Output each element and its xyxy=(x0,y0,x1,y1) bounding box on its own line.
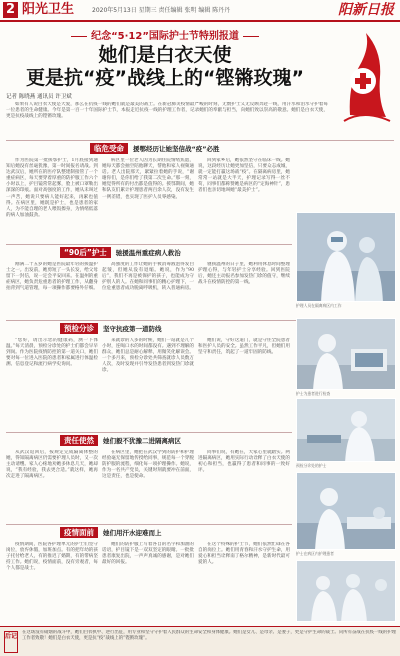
nurse-emblem-icon xyxy=(330,25,398,125)
byline: 记者 陈晓燕 通讯员 许卫斌 xyxy=(6,94,72,100)
section-2-column-1: 刚满二十五岁的她是医院最年轻的援温护士之一。出发前，她剪短了一头长发，给父母留下一封信，说一定会平安回来。在温州的重症病区，她负责危重患者的护理工作，从翻身拍背到气道管理，每一项操作都要格外仔细。 xyxy=(6,262,98,292)
section-2-column-3: 驰援温州的日子里，她利用休息时间整理护理心得，与年轻护士分享经验。回到医院后，她还主动报名参加发热门诊的值守，继续战斗在疫情防控的第一线。 xyxy=(198,262,290,286)
section-3-column-2: 来就诊的人多的时候，她们一站就是几个小时，连喝口水的时间都没有。遇到不理解的群众，她们总是耐心解释，用微笑化解误会。一个多月来，预检分诊处共筛查就诊人员数万人次，及时发现并引导发热患者到发热门诊就诊。 xyxy=(102,338,194,374)
section-3-column-3: 她们说，守好这道门，就是守住全院患者和医护人员的安全。虽然工作平凡，但她们用坚守和责任，筑起了一道牢固的防线。 xyxy=(198,338,290,356)
page-header xyxy=(0,0,400,22)
afterword-label: 后记 xyxy=(4,631,18,653)
headline-line-1: 她们是白衣天使 xyxy=(98,44,232,66)
section-5-column-1: 疫情期间，医院各护理单元的护士们坚守岗位，放弃休假，加班加点。有的把年幼的孩子托付给老人，有的推迟了婚期，有的带病坚持工作。她们说，疫情面前，没有旁观者，每个人都是战士。 xyxy=(6,542,98,572)
section-tag: 疫情面前 xyxy=(60,527,98,538)
afterword-box xyxy=(0,626,400,656)
newspaper-logo: 阳新日报 xyxy=(338,2,394,18)
section-1-column-2: 病区里一位老人因为长期住院情绪焦虑，她每天都会抽空陪他聊天，帮他和家人视频通话。老人出院那天，紧紧拉着她的手说，“谢谢你们，是你们给了我第二次生命。”那一刻，她觉得所有的付出都是值得的。援鄂期间，她和队友们累计护理患者两百余人次，没有发生一例差错，也实现了医护人员零感染。 xyxy=(102,158,194,200)
issue-meta: 2020年5月13日 星期三 责任编辑 张明 编辑 陈丹丹 xyxy=(92,7,231,14)
photo-isolation-ward xyxy=(296,212,396,302)
section-header-2 xyxy=(60,246,181,259)
page-number: 2 xyxy=(3,2,18,18)
headline-line-2: 更是抗“疫”战线上的“铿锵玫瑰” xyxy=(26,67,304,89)
section-header-4 xyxy=(60,434,181,447)
section-subtitle: 她们毅不犹豫二进隔离病区 xyxy=(103,437,181,445)
photo-triage-desk xyxy=(296,398,396,462)
photo-team xyxy=(296,560,396,622)
headline-block xyxy=(0,30,330,90)
section-4-column-3: 同事们说，有她在，大家心里就踏实。两进隔离病区，她用实际行动诠释了白衣天使的初心和担当，也赢得了患者和同事的一致好评。 xyxy=(198,450,290,474)
section-tag: “90后”护士 xyxy=(60,247,111,258)
section-tag: 临危受命 xyxy=(90,143,128,154)
section-subtitle: 坚守抗疫第一道防线 xyxy=(103,325,162,333)
photo-caption: 护士为患者进行检查 xyxy=(296,391,331,396)
section-subtitle: 援鄂经历让她坚信战“疫”必胜 xyxy=(133,145,220,153)
section-2-column-2: 高强度的工作让她的手被消毒液泡得发白起皱，但她从没有退缩。她说，作为“90后”，我们不再是被保护的孩子，也能成为守护别人的人。在她和同事们的精心护理下，一位危重患者成功脱离呼吸机，转入普通病房。 xyxy=(102,262,194,292)
section-header-3 xyxy=(60,322,162,335)
headline-kicker: 纪念“5·12”国际护士节特别报道 xyxy=(0,30,330,44)
section-tag: 责任使然 xyxy=(60,435,98,446)
section-header-5 xyxy=(60,526,162,539)
photo-caption: 护理人员在隔离病区内工作 xyxy=(296,303,342,308)
section-4-column-1: 从武汉返回后，按规定完成隔离休整的她，得知隔离病区仍需要护理人员时，又一次主动请缨。家人心疼地劝她多休息几天，她却说，“我有经验，我去更合适。”就这样，她再次走进了隔离病区。 xyxy=(6,450,98,480)
section-divider xyxy=(6,244,292,245)
section-subtitle: 她们用汗水迎难而上 xyxy=(103,529,162,537)
afterword-text: 在这场没有硝烟的战斗中，她们白衣执甲、逆行出征，用专业和坚守守护着人民群众的生命安全和身体健康。她们是女儿、是母亲、是妻子，更是守护生命的战士。向所有奋战在抗疫一线的护理工作者致敬！她们是白衣天使，更是抗“疫”战线上的“铿锵玫瑰”。 xyxy=(22,630,396,642)
section-divider xyxy=(6,432,292,433)
lead-paragraph: 如果有人说白衣天使是大爱，那么在抗疫一线的她们就是最美的战士。在新冠肺炎疫情最严峻的时刻，无数护士义无反顾奔赴一线，用汗水和泪水守护着每一位患者的生命健康。今年是第一百一十年国际护士节，本报走近抗疫一线的护理工作者，记录她们的奉献与担当，向她们致以崇高的敬意。她们是白衣天使，更是抗疫战线上的铿锵玫瑰。 xyxy=(6,102,328,120)
section-1-column-1: 作为医院第一批援鄂护士，1月底接到通知后她没有丝毫犹豫，第一时间报名请战。到达武汉后，她所在的医疗队整建制接管了一个重症病区，每天要穿着厚重的防护服工作六个小时以上，护目镜常常起雾，脸上被口罩勒出深深的印痕。面对高强度的工作，她从未叫过一声苦，她说只要病人能好起来，再累也值得。在病区里，她既是护士，也是患者的家人，为不能自理的老人喂饭擦身，为情绪低落的病人加油鼓劲。 xyxy=(6,158,98,218)
section-5-column-2: 她们的防护服上写着各自的名字和加油的话语，护目镜下是一双双坚定的眼睛。一批批患者康复出院，一声声真诚的感谢，是对她们最好的回报。 xyxy=(102,542,194,566)
photo-caption: 预检分诊处的护士 xyxy=(296,463,327,468)
section-5-column-3: 在这个特殊的护士节，她们依然忙碌在各自的岗位上。她们用青春和汗水守护生命，用爱心和担当诠释南丁格尔精神，是新时代最可爱的人。 xyxy=(198,542,290,566)
section-4-column-2: 在病区里，她把在武汉学到的防护和护理经验毫无保留地传授给同事，规范每一个穿脱防护服的流程，细化每一项护理操作。她说，作为一名共产党员，关键时刻就要冲在前面，这是责任，也是使命。 xyxy=(102,450,194,480)
section-divider xyxy=(6,140,394,141)
photo-ward-care xyxy=(296,472,396,550)
section-header-1 xyxy=(90,142,220,155)
section-title: 阳光卫生 xyxy=(22,2,75,17)
section-divider xyxy=(6,524,292,525)
photo-caption: 护士在病区内护理患者 xyxy=(296,551,334,556)
photo-nurse-checkup xyxy=(296,318,396,390)
section-subtitle: 驰援温州重症病人救治 xyxy=(115,249,181,257)
section-3-column-1: “您好，请出示您的健康码，测一下体温。”每天清晨，预检分诊处的护士们都会早早到岗。作为医院疫情防控的第一道关口，她们要对每一位进入医院的患者和家属进行体温检测、信息登记和流行病学史询问。 xyxy=(6,338,98,368)
section-1-column-3: 回到家乡后，她依然坚守在临床一线。她说，这段经历让她更加坚信，只要众志成城，就一定能打赢这场战“疫”。在隔离病房里，她常常一站就是大半天，护理记录写得一丝不苟，同事们都称赞她是病区的“定海神针”，患者们也亲切地叫她“最美护士”。 xyxy=(198,158,290,194)
section-tag: 预检分诊 xyxy=(60,323,98,334)
